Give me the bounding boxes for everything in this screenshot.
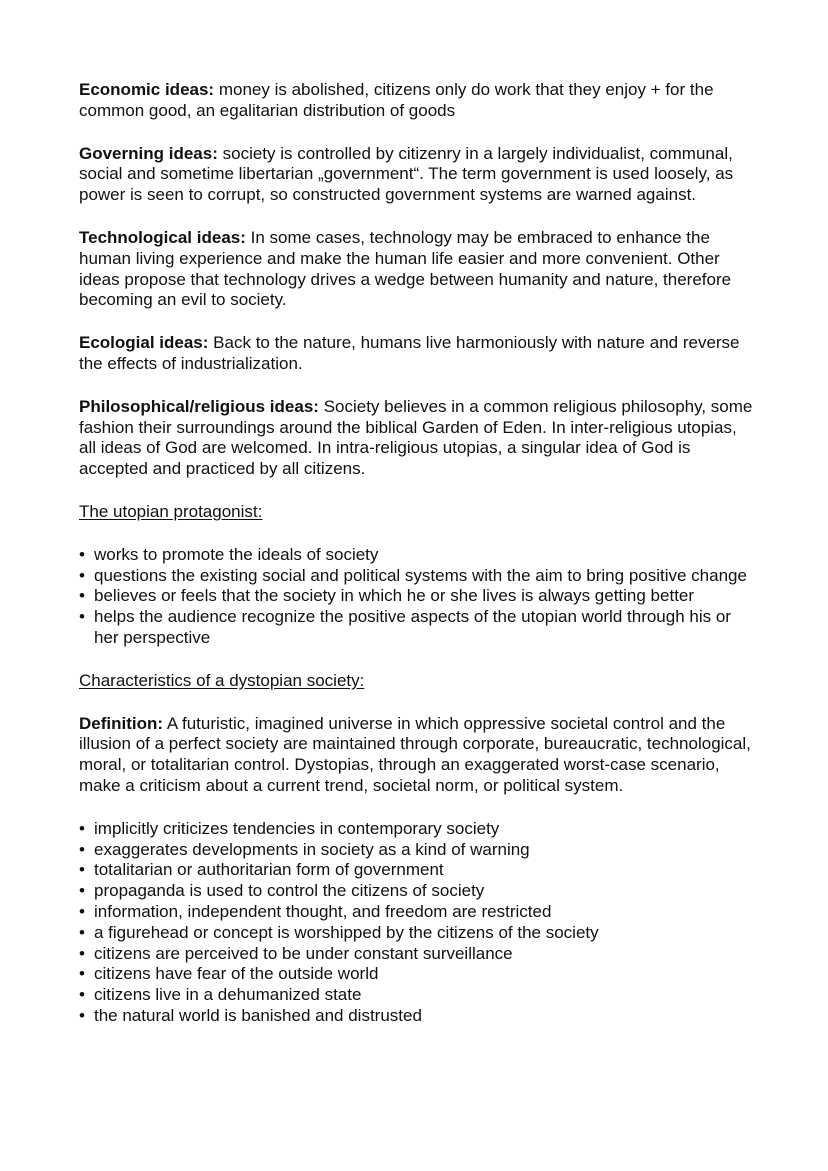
economic-ideas-label: Economic ideas:	[79, 80, 215, 99]
bullet-icon: •	[79, 839, 85, 859]
list-item	[79, 819, 754, 840]
list-item	[79, 1006, 754, 1027]
list-item-text: information, independent thought, and freedom are restricted	[94, 901, 552, 921]
bullet-icon: •	[79, 818, 85, 838]
list-item-text: exaggerates developments in society as a kind of warning	[94, 839, 530, 859]
ecological-ideas-label: Ecologial ideas:	[79, 333, 209, 353]
list-item	[79, 985, 754, 1006]
definition-paragraph	[79, 714, 754, 797]
bullet-icon: •	[79, 586, 85, 606]
list-item	[79, 545, 754, 566]
list-item-text: citizens are perceived to be under constant surveillance	[94, 943, 513, 963]
list-item	[79, 607, 754, 649]
dystopia-heading: Characteristics of a dystopian society:	[79, 670, 365, 690]
bullet-icon: •	[79, 860, 85, 880]
protagonist-list	[79, 545, 754, 649]
list-item	[79, 566, 754, 587]
dystopia-list	[79, 819, 754, 1027]
bullet-icon: •	[79, 922, 85, 942]
governing-ideas-text: society is controlled by citizenry in a largely individualist, communal, social and sometime libertarian „government“. The term government is used loosely, as power is seen to corrupt, so constructed government systems are warned against.	[79, 143, 734, 205]
list-item	[79, 586, 754, 607]
list-item	[79, 944, 754, 965]
list-item-text: citizens have fear of the outside world	[94, 964, 379, 984]
bullet-icon: •	[79, 607, 85, 627]
list-item-text: citizens live in a dehumanized state	[94, 985, 362, 1005]
ecological-ideas-paragraph	[79, 333, 754, 375]
list-item-text: propaganda is used to control the citizens of society	[94, 881, 485, 901]
list-item-text: totalitarian or authoritarian form of government	[94, 860, 444, 880]
list-item	[79, 860, 754, 881]
technological-ideas-label: Technological ideas:	[79, 227, 246, 247]
economic-ideas-paragraph	[79, 80, 754, 122]
bullet-icon: •	[79, 565, 85, 585]
bullet-icon: •	[79, 943, 85, 963]
bullet-icon: •	[79, 901, 85, 921]
ecological-ideas-text: Back to the nature, humans live harmoniously with nature and reverse the effects of industrialization.	[79, 333, 740, 373]
document-page	[79, 80, 754, 1049]
bullet-icon: •	[79, 544, 85, 564]
list-item-text: helps the audience recognize the positive aspects of the utopian world through his or her perspective	[94, 607, 731, 647]
list-item-text: works to promote the ideals of society	[94, 544, 379, 564]
bullet-icon: •	[79, 1005, 85, 1025]
technological-ideas-paragraph	[79, 228, 754, 311]
governing-ideas-label: Governing ideas:	[79, 143, 218, 163]
governing-ideas-paragraph	[79, 144, 754, 206]
protagonist-heading: The utopian protagonist:	[79, 501, 263, 521]
list-item	[79, 923, 754, 944]
list-item	[79, 902, 754, 923]
bullet-icon: •	[79, 985, 85, 1005]
bullet-icon: •	[79, 964, 85, 984]
philosophical-ideas-label: Philosophical/religious ideas:	[79, 396, 319, 416]
list-item-text: the natural world is banished and distrusted	[94, 1005, 422, 1025]
philosophical-ideas-paragraph	[79, 397, 754, 480]
philosophical-ideas-text: Society believes in a common religious philosophy, some fashion their surroundings around the biblical Garden of Eden. In inter-religious utopias, all ideas of God are welcomed. In intra-religious utopias, a singular idea of God is accepted and practiced by all citizens.	[79, 396, 753, 479]
list-item	[79, 881, 754, 902]
list-item-text: implicitly criticizes tendencies in contemporary society	[94, 818, 500, 838]
list-item	[79, 840, 754, 861]
list-item-text: a figurehead or concept is worshipped by the citizens of the society	[94, 922, 599, 942]
technological-ideas-text: In some cases, technology may be embraced to enhance the human living experience and make the human life easier and more convenient. Other ideas propose that technology drives a wedge between humanity and nature, therefore becoming an evil to society.	[79, 227, 732, 310]
list-item-text: questions the existing social and political systems with the aim to bring positive change	[94, 565, 747, 585]
definition-label: Definition:	[79, 713, 164, 733]
economic-ideas-text: money is abolished, citizens only do work that they enjoy + for the common good, an egalitarian distribution of goods	[79, 80, 714, 120]
list-item	[79, 964, 754, 985]
list-item-text: believes or feels that the society in which he or she lives is always getting better	[94, 586, 695, 606]
definition-text: A futuristic, imagined universe in which oppressive societal control and the illusion of a perfect society are maintained through corporate, bureaucratic, technological, moral, or totalitarian control. Dystopias, through an exaggerated worst-case scenario, make a criticism about a current trend, societal norm, or political system.	[79, 713, 751, 795]
bullet-icon: •	[79, 881, 85, 901]
